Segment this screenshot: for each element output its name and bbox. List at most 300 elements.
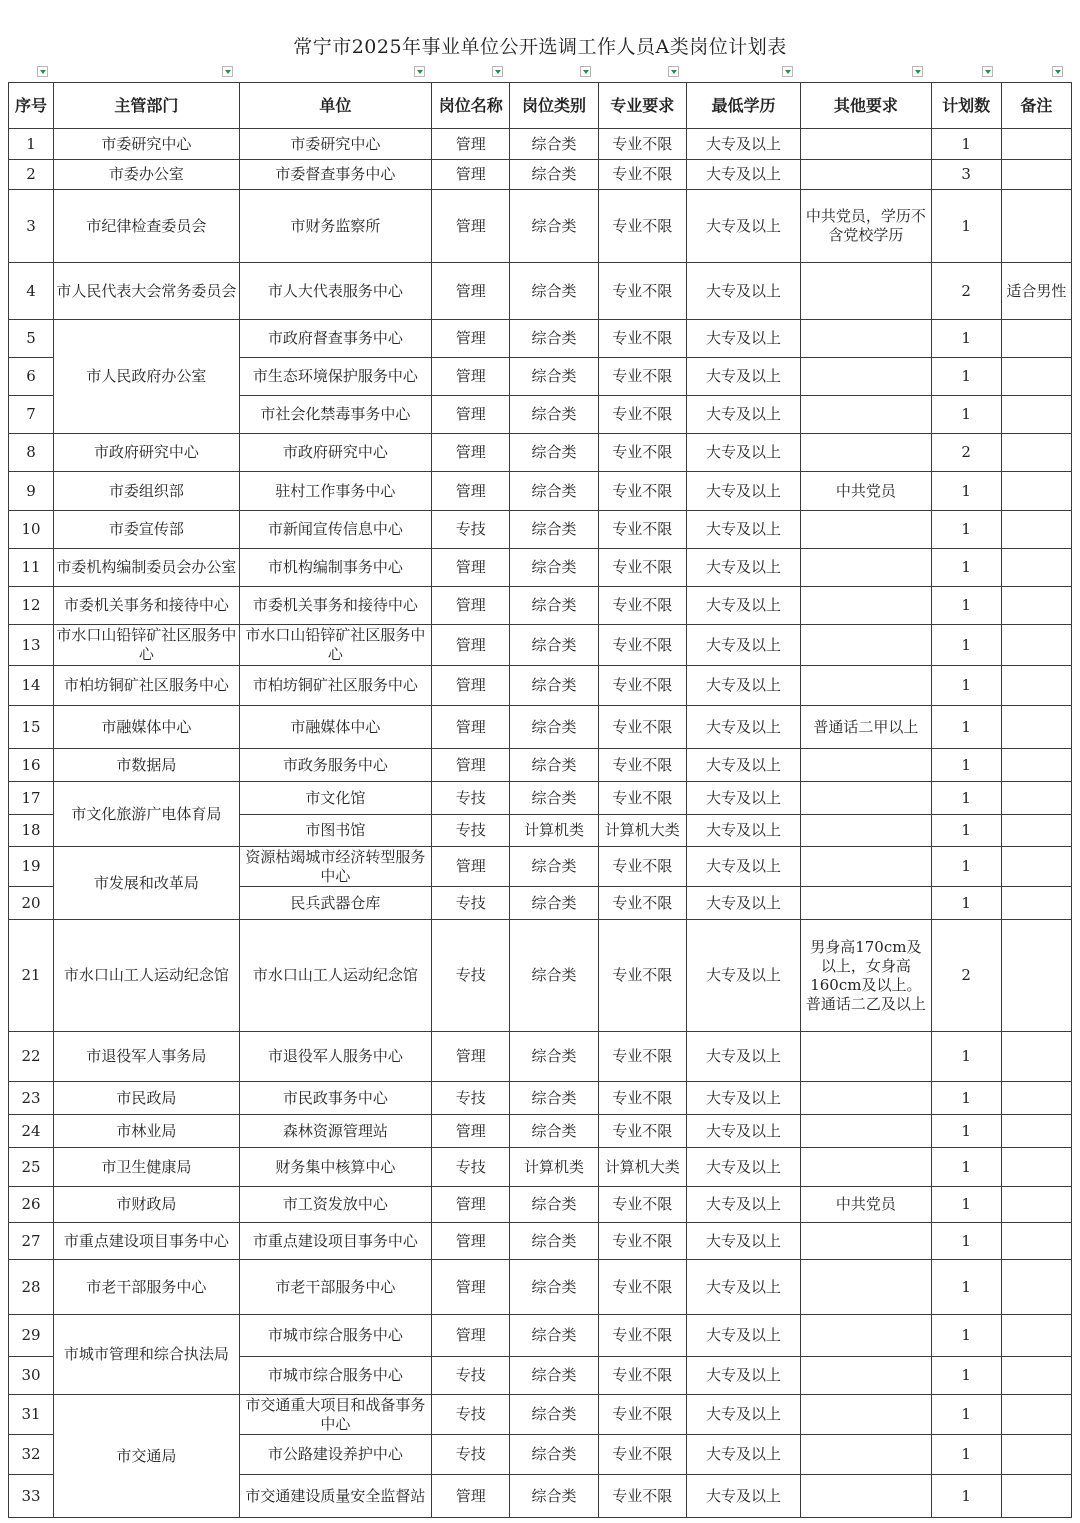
header-col-unit: 单位 (239, 83, 432, 129)
cell-major: 专业不限 (598, 129, 686, 160)
cell-note (1001, 587, 1071, 625)
table-row (9, 1115, 1072, 1148)
table-row (9, 129, 1072, 160)
cell-post: 管理 (432, 1315, 510, 1357)
cell-other (801, 320, 931, 358)
cell-unit: 市图书馆 (239, 815, 432, 847)
cell-other (801, 749, 931, 782)
page-title: 常宁市2025年事业单位公开选调工作人员A类岗位计划表 (293, 36, 787, 58)
cell-edu: 大专及以上 (686, 1148, 800, 1187)
cell-category: 综合类 (510, 396, 598, 434)
cell-category: 综合类 (510, 472, 598, 511)
cell-count: 1 (931, 847, 1001, 887)
plan-table (8, 82, 1072, 1518)
cell-count: 1 (931, 1148, 1001, 1187)
cell-no: 20 (9, 887, 54, 920)
cell-major: 计算机大类 (598, 815, 686, 847)
cell-category: 综合类 (510, 1115, 598, 1148)
cell-other (801, 1148, 931, 1187)
cell-edu: 大专及以上 (686, 1435, 800, 1475)
cell-category: 综合类 (510, 1032, 598, 1082)
filter-dropdown-icon[interactable] (492, 66, 503, 77)
cell-edu: 大专及以上 (686, 1187, 800, 1223)
cell-post: 管理 (432, 625, 510, 666)
cell-other (801, 1357, 931, 1395)
cell-category: 综合类 (510, 749, 598, 782)
cell-dept: 市融媒体中心 (54, 706, 240, 749)
cell-no: 33 (9, 1475, 54, 1518)
cell-major: 专业不限 (598, 1395, 686, 1435)
cell-dept: 市委机构编制委员会办公室 (54, 549, 240, 587)
cell-major: 专业不限 (598, 472, 686, 511)
cell-no: 13 (9, 625, 54, 666)
cell-post: 管理 (432, 1260, 510, 1315)
cell-edu: 大专及以上 (686, 1223, 800, 1260)
cell-post: 专技 (432, 887, 510, 920)
cell-note (1001, 666, 1071, 706)
table-row (9, 434, 1072, 472)
table-row (9, 1315, 1072, 1357)
cell-major: 专业不限 (598, 1115, 686, 1148)
table-row (9, 160, 1072, 190)
cell-unit: 市生态环境保护服务中心 (239, 358, 432, 396)
cell-note (1001, 320, 1071, 358)
cell-note (1001, 1082, 1071, 1115)
cell-post: 管理 (432, 749, 510, 782)
cell-unit: 市交通重大项目和战备事务中心 (239, 1395, 432, 1435)
cell-post: 专技 (432, 1357, 510, 1395)
cell-unit: 市政府研究中心 (239, 434, 432, 472)
cell-category: 计算机类 (510, 1148, 598, 1187)
cell-dept: 市水口山工人运动纪念馆 (54, 920, 240, 1032)
cell-category: 综合类 (510, 1223, 598, 1260)
cell-category: 综合类 (510, 1082, 598, 1115)
cell-no: 30 (9, 1357, 54, 1395)
cell-dept: 市卫生健康局 (54, 1148, 240, 1187)
cell-post: 管理 (432, 472, 510, 511)
cell-other (801, 847, 931, 887)
cell-no: 23 (9, 1082, 54, 1115)
filter-dropdown-icon[interactable] (982, 66, 993, 77)
cell-unit: 资源枯竭城市经济转型服务中心 (239, 847, 432, 887)
table-row (9, 1187, 1072, 1223)
cell-dept: 市退役军人事务局 (54, 1032, 240, 1082)
cell-count: 1 (931, 815, 1001, 847)
cell-count: 2 (931, 263, 1001, 320)
cell-count: 1 (931, 749, 1001, 782)
cell-post: 专技 (432, 1395, 510, 1435)
table-row (9, 666, 1072, 706)
cell-edu: 大专及以上 (686, 190, 800, 263)
cell-edu: 大专及以上 (686, 472, 800, 511)
cell-no: 18 (9, 815, 54, 847)
cell-major: 专业不限 (598, 1260, 686, 1315)
cell-edu: 大专及以上 (686, 511, 800, 549)
cell-count: 1 (931, 1082, 1001, 1115)
cell-note (1001, 1435, 1071, 1475)
cell-unit: 市水口山工人运动纪念馆 (239, 920, 432, 1032)
cell-major: 专业不限 (598, 396, 686, 434)
cell-note (1001, 511, 1071, 549)
cell-major: 专业不限 (598, 1187, 686, 1223)
cell-dept: 市数据局 (54, 749, 240, 782)
filter-dropdown-icon[interactable] (222, 66, 233, 77)
cell-post: 专技 (432, 782, 510, 815)
cell-major: 专业不限 (598, 263, 686, 320)
filter-dropdown-icon[interactable] (1052, 66, 1063, 77)
cell-major: 专业不限 (598, 1032, 686, 1082)
cell-category: 综合类 (510, 129, 598, 160)
cell-category: 综合类 (510, 847, 598, 887)
cell-note (1001, 1148, 1071, 1187)
table-row (9, 587, 1072, 625)
cell-unit: 市融媒体中心 (239, 706, 432, 749)
cell-category: 综合类 (510, 1357, 598, 1395)
cell-count: 1 (931, 1115, 1001, 1148)
cell-count: 1 (931, 1475, 1001, 1518)
cell-category: 综合类 (510, 358, 598, 396)
table-row (9, 263, 1072, 320)
cell-note (1001, 1187, 1071, 1223)
cell-edu: 大专及以上 (686, 749, 800, 782)
cell-note (1001, 434, 1071, 472)
cell-post: 管理 (432, 358, 510, 396)
cell-note (1001, 1260, 1071, 1315)
cell-count: 1 (931, 1260, 1001, 1315)
cell-count: 1 (931, 358, 1001, 396)
cell-category: 综合类 (510, 782, 598, 815)
cell-count: 1 (931, 666, 1001, 706)
cell-edu: 大专及以上 (686, 160, 800, 190)
cell-post: 管理 (432, 666, 510, 706)
cell-edu: 大专及以上 (686, 1115, 800, 1148)
cell-unit: 市委督查事务中心 (239, 160, 432, 190)
cell-category: 综合类 (510, 625, 598, 666)
header-col-dept: 主管部门 (54, 83, 240, 129)
cell-other (801, 1395, 931, 1435)
header-row (9, 83, 1072, 129)
cell-major: 专业不限 (598, 1082, 686, 1115)
cell-major: 专业不限 (598, 625, 686, 666)
cell-edu: 大专及以上 (686, 1260, 800, 1315)
cell-post: 管理 (432, 1115, 510, 1148)
cell-unit: 市人大代表服务中心 (239, 263, 432, 320)
cell-unit: 市机构编制事务中心 (239, 549, 432, 587)
cell-dept: 市老干部服务中心 (54, 1260, 240, 1315)
table-row (9, 549, 1072, 587)
cell-unit: 市水口山铅锌矿社区服务中心 (239, 625, 432, 666)
cell-note (1001, 1395, 1071, 1435)
cell-dept: 市发展和改革局 (54, 847, 240, 920)
cell-other (801, 1082, 931, 1115)
cell-no: 4 (9, 263, 54, 320)
cell-count: 1 (931, 782, 1001, 815)
cell-other (801, 549, 931, 587)
header-col-major: 专业要求 (598, 83, 686, 129)
header-col-other: 其他要求 (801, 83, 931, 129)
filter-dropdown-icon[interactable] (668, 66, 679, 77)
cell-category: 综合类 (510, 706, 598, 749)
title-area (8, 8, 1072, 64)
cell-other (801, 1032, 931, 1082)
cell-unit: 市新闻宣传信息中心 (239, 511, 432, 549)
cell-note (1001, 396, 1071, 434)
header-col-edu: 最低学历 (686, 83, 800, 129)
cell-count: 2 (931, 434, 1001, 472)
cell-note (1001, 706, 1071, 749)
cell-edu: 大专及以上 (686, 706, 800, 749)
table-row (9, 472, 1072, 511)
cell-edu: 大专及以上 (686, 625, 800, 666)
cell-edu: 大专及以上 (686, 847, 800, 887)
cell-category: 综合类 (510, 1260, 598, 1315)
cell-other: 中共党员 (801, 1187, 931, 1223)
cell-major: 专业不限 (598, 782, 686, 815)
cell-post: 专技 (432, 920, 510, 1032)
cell-dept: 市水口山铅锌矿社区服务中心 (54, 625, 240, 666)
cell-major: 专业不限 (598, 587, 686, 625)
cell-count: 1 (931, 511, 1001, 549)
table-row (9, 320, 1072, 358)
filter-dropdown-icon[interactable] (912, 66, 923, 77)
cell-count: 1 (931, 472, 1001, 511)
cell-category: 综合类 (510, 320, 598, 358)
header-col-no: 序号 (9, 83, 54, 129)
filter-dropdown-icon[interactable] (580, 66, 591, 77)
cell-edu: 大专及以上 (686, 320, 800, 358)
table-row (9, 1260, 1072, 1315)
cell-no: 24 (9, 1115, 54, 1148)
cell-other (801, 1315, 931, 1357)
cell-count: 1 (931, 1315, 1001, 1357)
cell-major: 专业不限 (598, 549, 686, 587)
cell-unit: 市城市综合服务中心 (239, 1357, 432, 1395)
cell-no: 8 (9, 434, 54, 472)
cell-count: 1 (931, 190, 1001, 263)
cell-other: 中共党员 (801, 472, 931, 511)
cell-unit: 民兵武器仓库 (239, 887, 432, 920)
cell-count: 1 (931, 396, 1001, 434)
cell-count: 2 (931, 920, 1001, 1032)
table-row (9, 706, 1072, 749)
cell-note: 适合男性 (1001, 263, 1071, 320)
cell-count: 1 (931, 706, 1001, 749)
cell-other (801, 434, 931, 472)
cell-note (1001, 920, 1071, 1032)
cell-no: 5 (9, 320, 54, 358)
cell-dept: 市纪律检查委员会 (54, 190, 240, 263)
cell-note (1001, 887, 1071, 920)
cell-edu: 大专及以上 (686, 263, 800, 320)
cell-dept: 市林业局 (54, 1115, 240, 1148)
cell-post: 专技 (432, 1435, 510, 1475)
cell-category: 综合类 (510, 434, 598, 472)
cell-dept: 市交通局 (54, 1395, 240, 1518)
cell-note (1001, 1357, 1071, 1395)
cell-edu: 大专及以上 (686, 920, 800, 1032)
cell-category: 综合类 (510, 1435, 598, 1475)
table-row (9, 749, 1072, 782)
header-col-count: 计划数 (931, 83, 1001, 129)
cell-edu: 大专及以上 (686, 1395, 800, 1435)
cell-edu: 大专及以上 (686, 1475, 800, 1518)
cell-major: 专业不限 (598, 190, 686, 263)
cell-count: 1 (931, 1357, 1001, 1395)
table-row (9, 190, 1072, 263)
cell-no: 25 (9, 1148, 54, 1187)
cell-unit: 市退役军人服务中心 (239, 1032, 432, 1082)
cell-dept: 市委宣传部 (54, 511, 240, 549)
cell-major: 专业不限 (598, 1435, 686, 1475)
cell-note (1001, 129, 1071, 160)
cell-other (801, 1115, 931, 1148)
cell-note (1001, 1223, 1071, 1260)
cell-edu: 大专及以上 (686, 587, 800, 625)
cell-unit: 市文化馆 (239, 782, 432, 815)
header-col-note: 备注 (1001, 83, 1071, 129)
cell-count: 1 (931, 625, 1001, 666)
cell-note (1001, 549, 1071, 587)
cell-category: 综合类 (510, 160, 598, 190)
cell-edu: 大专及以上 (686, 815, 800, 847)
cell-major: 专业不限 (598, 320, 686, 358)
cell-edu: 大专及以上 (686, 1315, 800, 1357)
cell-no: 27 (9, 1223, 54, 1260)
cell-no: 16 (9, 749, 54, 782)
table-row (9, 847, 1072, 887)
cell-major: 专业不限 (598, 358, 686, 396)
cell-note (1001, 1475, 1071, 1518)
cell-count: 1 (931, 1395, 1001, 1435)
cell-other (801, 358, 931, 396)
filter-row (8, 64, 1072, 80)
filter-dropdown-icon[interactable] (37, 66, 48, 77)
cell-major: 专业不限 (598, 887, 686, 920)
cell-no: 3 (9, 190, 54, 263)
cell-note (1001, 815, 1071, 847)
cell-major: 专业不限 (598, 1223, 686, 1260)
header-col-category: 岗位类别 (510, 83, 598, 129)
cell-count: 1 (931, 587, 1001, 625)
cell-count: 1 (931, 320, 1001, 358)
cell-edu: 大专及以上 (686, 549, 800, 587)
cell-other (801, 815, 931, 847)
cell-note (1001, 1032, 1071, 1082)
cell-major: 专业不限 (598, 511, 686, 549)
cell-dept: 市委研究中心 (54, 129, 240, 160)
cell-category: 综合类 (510, 190, 598, 263)
cell-no: 17 (9, 782, 54, 815)
cell-unit: 市财务监察所 (239, 190, 432, 263)
cell-unit: 市老干部服务中心 (239, 1260, 432, 1315)
cell-no: 2 (9, 160, 54, 190)
cell-post: 专技 (432, 1148, 510, 1187)
cell-edu: 大专及以上 (686, 129, 800, 160)
cell-unit: 市委研究中心 (239, 129, 432, 160)
cell-count: 1 (931, 1187, 1001, 1223)
cell-count: 1 (931, 887, 1001, 920)
cell-post: 管理 (432, 434, 510, 472)
cell-major: 专业不限 (598, 847, 686, 887)
cell-major: 专业不限 (598, 706, 686, 749)
cell-other (801, 396, 931, 434)
cell-post: 管理 (432, 847, 510, 887)
cell-post: 管理 (432, 396, 510, 434)
cell-category: 综合类 (510, 1315, 598, 1357)
cell-note (1001, 472, 1071, 511)
table-row (9, 1032, 1072, 1082)
cell-unit: 森林资源管理站 (239, 1115, 432, 1148)
cell-post: 专技 (432, 815, 510, 847)
cell-no: 14 (9, 666, 54, 706)
cell-note (1001, 160, 1071, 190)
cell-note (1001, 1315, 1071, 1357)
cell-note (1001, 749, 1071, 782)
cell-unit: 市交通建设质量安全监督站 (239, 1475, 432, 1518)
cell-other (801, 1260, 931, 1315)
cell-major: 专业不限 (598, 1475, 686, 1518)
cell-note (1001, 625, 1071, 666)
cell-unit: 市公路建设养护中心 (239, 1435, 432, 1475)
cell-no: 21 (9, 920, 54, 1032)
cell-count: 1 (931, 129, 1001, 160)
cell-other (801, 1223, 931, 1260)
cell-edu: 大专及以上 (686, 1082, 800, 1115)
cell-category: 综合类 (510, 549, 598, 587)
cell-note (1001, 1115, 1071, 1148)
cell-unit: 市城市综合服务中心 (239, 1315, 432, 1357)
cell-no: 32 (9, 1435, 54, 1475)
cell-dept: 市文化旅游广电体育局 (54, 782, 240, 847)
cell-category: 综合类 (510, 511, 598, 549)
cell-no: 26 (9, 1187, 54, 1223)
cell-category: 计算机类 (510, 815, 598, 847)
cell-no: 15 (9, 706, 54, 749)
cell-other (801, 1435, 931, 1475)
filter-dropdown-icon[interactable] (414, 66, 425, 77)
cell-category: 综合类 (510, 1475, 598, 1518)
cell-unit: 市重点建设项目事务中心 (239, 1223, 432, 1260)
cell-major: 专业不限 (598, 434, 686, 472)
cell-major: 专业不限 (598, 749, 686, 782)
cell-unit: 市委机关事务和接待中心 (239, 587, 432, 625)
cell-other (801, 887, 931, 920)
cell-dept: 市人民代表大会常务委员会 (54, 263, 240, 320)
cell-no: 12 (9, 587, 54, 625)
cell-unit: 市政务服务中心 (239, 749, 432, 782)
cell-no: 1 (9, 129, 54, 160)
cell-dept: 市柏坊铜矿社区服务中心 (54, 666, 240, 706)
table-row (9, 1148, 1072, 1187)
cell-post: 管理 (432, 160, 510, 190)
cell-post: 管理 (432, 587, 510, 625)
cell-other: 中共党员，学历不含党校学历 (801, 190, 931, 263)
cell-no: 6 (9, 358, 54, 396)
cell-post: 管理 (432, 129, 510, 160)
cell-post: 管理 (432, 549, 510, 587)
cell-edu: 大专及以上 (686, 666, 800, 706)
cell-post: 管理 (432, 190, 510, 263)
cell-no: 28 (9, 1260, 54, 1315)
cell-post: 管理 (432, 1032, 510, 1082)
cell-other (801, 160, 931, 190)
cell-note (1001, 847, 1071, 887)
table-row (9, 1082, 1072, 1115)
cell-edu: 大专及以上 (686, 396, 800, 434)
cell-edu: 大专及以上 (686, 434, 800, 472)
filter-dropdown-icon[interactable] (782, 66, 793, 77)
cell-other (801, 1475, 931, 1518)
